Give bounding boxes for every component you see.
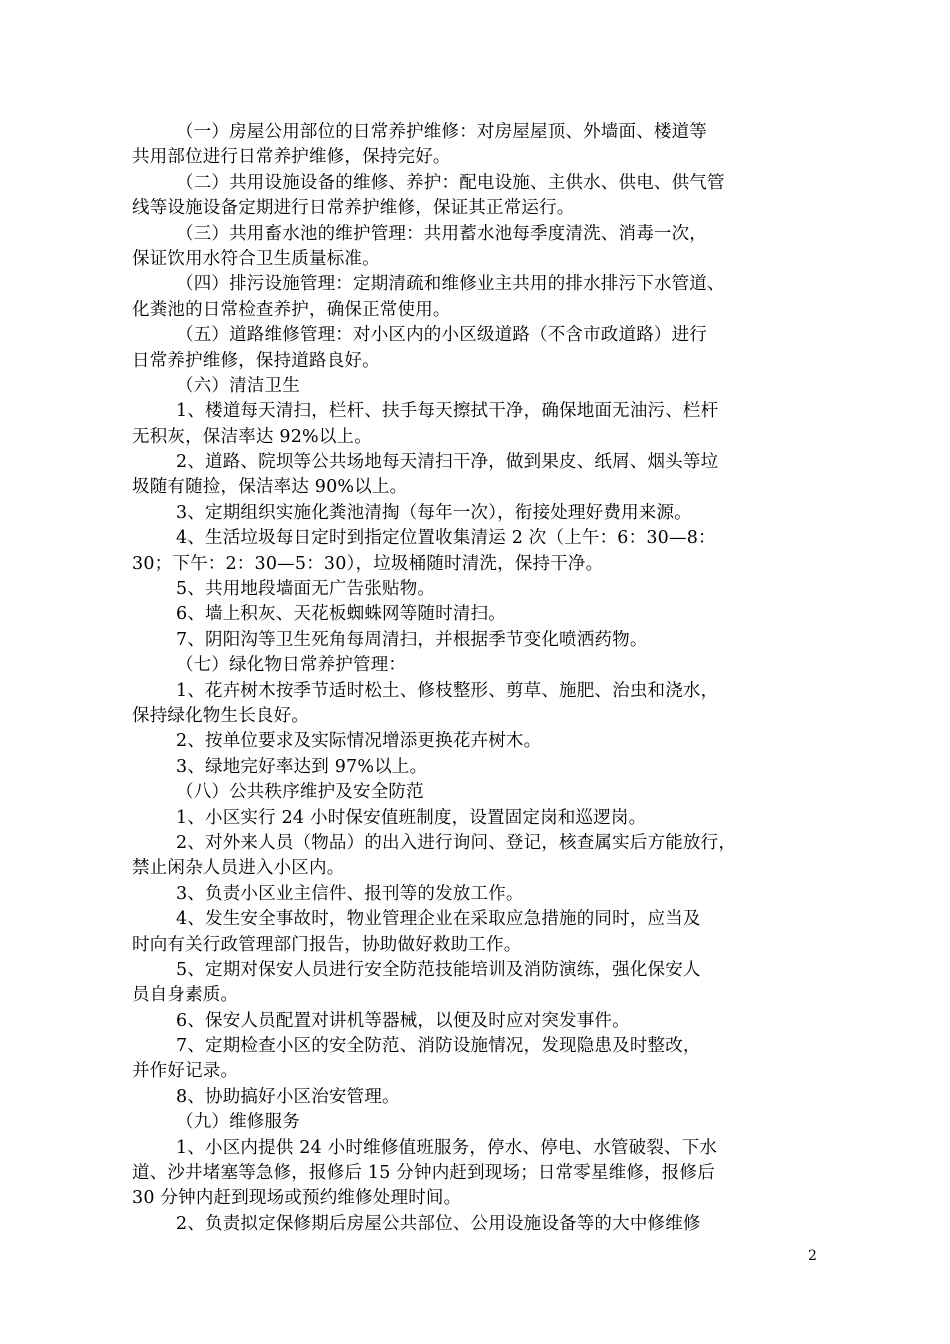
text-line: 1、小区内提供 24 小时维修值班服务，停水、停电、水管破裂、下水 (176, 1137, 718, 1158)
text-line: 保持绿化物生长良好。 (132, 705, 309, 726)
text-line: 5、共用地段墙面无广告张贴物。 (176, 579, 436, 600)
text-line: 4、发生安全事故时，物业管理企业在采取应急措施的同时，应当及 (176, 909, 701, 930)
text-line: （七）绿化物日常养护管理： (176, 655, 407, 676)
text-line: 保证饮用水符合卫生质量标准。 (132, 248, 380, 269)
text-line: （九）维修服务 (176, 1112, 300, 1133)
text-line: （八）公共秩序维护及安全防范 (176, 782, 424, 803)
text-line: 1、楼道每天清扫，栏杆、扶手每天擦拭干净，确保地面无油污、栏杆 (176, 401, 719, 422)
text-line: 3、绿地完好率达到 97%以上。 (176, 756, 428, 777)
text-line: 5、定期对保安人员进行安全防范技能培训及消防演练，强化保安人 (176, 959, 701, 980)
text-line: 1、小区实行 24 小时保安值班制度，设置固定岗和巡逻岗。 (176, 807, 647, 828)
text-line: 2、负责拟定保修期后房屋公共部位、公用设施设备等的大中修维修 (176, 1213, 701, 1234)
text-line: 无积灰，保洁率达 92%以上。 (132, 426, 372, 447)
text-line: 线等设施设备定期进行日常养护维修，保证其正常运行。 (132, 198, 575, 219)
text-line: 2、按单位要求及实际情况增添更换花卉树木。 (176, 731, 542, 752)
text-line: 7、阴阳沟等卫生死角每周清扫，并根据季节变化喷洒药物。 (176, 629, 648, 650)
text-line: 时向有关行政管理部门报告，协助做好救助工作。 (132, 934, 522, 955)
text-line: 8、协助搞好小区治安管理。 (176, 1086, 400, 1107)
text-line: 6、墙上积灰、天花板蜘蛛网等随时清扫。 (176, 604, 506, 625)
text-line: （一）房屋公用部位的日常养护维修：对房屋屋顶、外墙面、楼道等 (176, 122, 707, 142)
text-line: 2、道路、院坝等公共场地每天清扫干净，做到果皮、纸屑、烟头等垃 (176, 452, 719, 473)
text-line: 3、定期组织实施化粪池清掏（每年一次），衔接处理好费用来源。 (176, 502, 692, 523)
text-line: 员自身素质。 (132, 985, 239, 1006)
text-line: 圾随有随捡，保洁率达 90%以上。 (132, 477, 408, 498)
text-line: 共用部位进行日常养护维修，保持完好。 (132, 147, 451, 168)
text-line: （六）清洁卫生 (176, 375, 300, 396)
text-line: 4、生活垃圾每日定时到指定位置收集清运 2 次（上午：6：30—8： (176, 528, 716, 549)
page-number: 2 (808, 1248, 817, 1264)
text-line: 禁止闲杂人员进入小区内。 (132, 858, 345, 879)
text-line: 日常养护维修，保持道路良好。 (132, 350, 380, 371)
text-line: 6、保安人员配置对讲机等器械，以便及时应对突发事件。 (176, 1010, 630, 1031)
text-line: （三）共用畜水池的维护管理：共用蓄水池每季度清洗、消毒一次， (176, 223, 707, 244)
text-line: 并作好记录。 (132, 1061, 239, 1082)
text-line: 化粪池的日常检查养护，确保正常使用。 (132, 299, 451, 320)
text-line: 30；下午：2：30—5：30），垃圾桶随时清洗，保持干净。 (132, 553, 604, 574)
text-line: （二）共用设施设备的维修、养护：配电设施、主供水、供电、供气管 (176, 172, 725, 193)
text-line: 2、对外来人员（物品）的出入进行询问、登记，核查属实后方能放行， (176, 832, 737, 853)
text-line: （四）排污设施管理：定期清疏和维修业主共用的排水排污下水管道、 (176, 274, 725, 295)
text-line: 1、花卉树木按季节适时松土、修枝整形、剪草、施肥、治虫和浇水， (176, 680, 719, 701)
text-line: 道、沙井堵塞等急修，报修后 15 分钟内赶到现场；日常零星维修，报修后 (132, 1163, 715, 1184)
text-line: 30 分钟内赶到现场或预约维修处理时间。 (132, 1188, 462, 1209)
text-line: 7、定期检查小区的安全防范、消防设施情况，发现隐患及时整改， (176, 1036, 701, 1057)
document-body (132, 120, 827, 1237)
text-line: 3、负责小区业主信件、报刊等的发放工作。 (176, 883, 524, 904)
text-line: （五）道路维修管理：对小区内的小区级道路（不含市政道路）进行 (176, 325, 707, 346)
